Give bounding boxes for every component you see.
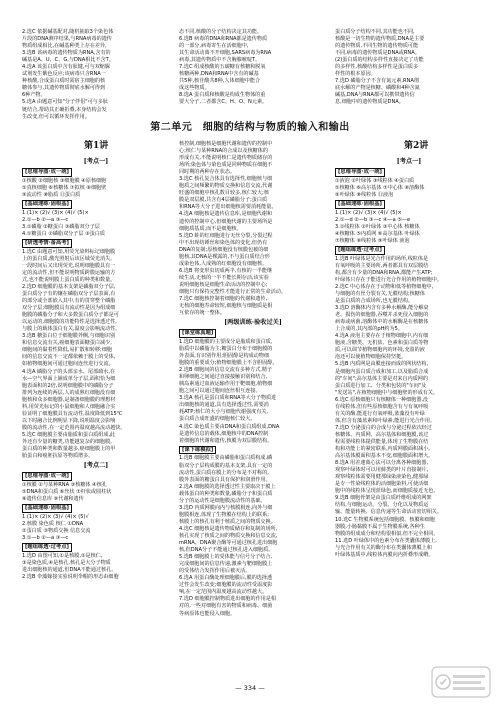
- text-line: 流动性,蛋白质在膜上的分布是不对称的,: [179, 469, 269, 476]
- text-line: 质,可以调节植物细胞内的环境,充盈的液: [335, 347, 425, 354]
- text-line: ④核糖体 ⑤内质网 ⑥高尔基体 叶绿体: [335, 230, 420, 237]
- text-line: 其生命活动离不开细胞,SARS病毒为RNA: [179, 50, 272, 57]
- text-line: "发送站",在植物细胞中与细胞壁的形成有关。: [335, 389, 439, 396]
- subsection-heading: [题组练透·过考点]: [22, 543, 72, 552]
- text-line: 响,在一定范围内温度越高流动性越大。: [179, 589, 268, 596]
- text-line: 与膜上的载体蛋白有关,温度会影响流动性。: [22, 326, 121, 333]
- text-line: 完成细胞间的信息传递,激素与靶细胞膜上: [179, 561, 273, 568]
- top-column-1: [22, 29, 169, 120]
- text-line: 水—空气界面上铺成单分子层,面积恰为细: [22, 375, 116, 382]
- text-line: 分子的运动性是细胞膜流动性的基础。: [179, 497, 266, 504]
- subsection-heading-row: [335, 245, 483, 256]
- text-line: 胞膜的重要成分;植物细胞膜上不含胆固醇。: [179, 360, 278, 367]
- text-line: 3.①—b ②—a ③—c: [22, 535, 69, 541]
- subsection-heading-row: [335, 167, 483, 178]
- text-line: 成这些物质。: [179, 85, 210, 92]
- text-line: 胞核,其DNA是裸露的,不与蛋白质结合形: [179, 253, 270, 260]
- text-line: 和RNA等大分子进出细胞核需要消耗能量。: [179, 204, 277, 211]
- text-line: 观察线粒体需要用健那绿染液染色,健那绿: [335, 474, 429, 481]
- text-line: 器膜,小肠黏膜不属于生物膜系统,各种生: [335, 523, 425, 530]
- text-line: 8.选A 用差速离心法可以分离各种细胞器,: [335, 460, 429, 467]
- text-line: 和信息交流有关,癌细胞表面糖蛋白减少,: [22, 340, 112, 347]
- text-line: ②蛋白质 ③物质交换 信息交流: [22, 527, 91, 534]
- text-line: 如植物细胞间可通过胞间连丝进行交流。: [22, 361, 114, 368]
- text-line: 4.①糖蛋白 ②磷脂双分子层 ③蛋白质: [22, 230, 105, 237]
- text-line: 蛋白质合成旺盛的细胞核仁较大。: [179, 416, 256, 423]
- text-line: 1.(1)× (2)× (3)√ (4)× (5)√: [22, 513, 89, 520]
- text-line: 3.选B 糖蛋白位于细胞膜外侧,与细胞识别: [22, 333, 116, 340]
- text-line: 5.选A 由题意可知"分子伴侣"可与多肽: [22, 99, 108, 106]
- text-line: 6.选B 将变形虫切成两半,有核的一半能继: [179, 267, 273, 274]
- text-line: 验证明了细胞膜具有流动性,温度降低到15℃: [22, 410, 123, 417]
- text-line: 4.选A 细胞核是遗传信息库,是细胞代谢和: [179, 211, 273, 218]
- subsection-heading-row: [22, 542, 170, 553]
- text-line: 遗传的控制中心,但细胞代谢的主要场所是: [179, 218, 273, 225]
- text-line: 泡还可以使植物细胞保持坚挺。: [335, 354, 407, 361]
- text-line: 1.选B 叶绿体是光合作用的场所,线粒体是: [335, 255, 429, 262]
- text-line: ③是染色质,④是核孔,核孔是大分子物质: [22, 559, 111, 566]
- text-line: 以运动的,细胞膜的功能特性是选择透过性,: [22, 319, 117, 326]
- text-line: 试剂发生紫色反应;该病毒只含RNA一: [22, 71, 106, 78]
- text-line: 老、损伤的细胞器,吞噬并杀死侵入细胞的: [335, 312, 429, 319]
- text-line: 是专一性染线粒体的活细胞染料,可使活细: [335, 481, 429, 488]
- text-line: 脂质中以磷脂为主;糖蛋白分布于细胞膜的: [179, 346, 273, 353]
- text-line: 3.①磷脂 ②糖蛋白 ③磷脂双分子层: [22, 223, 100, 230]
- text-line: 4.选A 液泡主要存在于植物细胞中,内有细: [335, 333, 429, 340]
- text-line: 蛋白质进行加工、分类和包装的"车间"及: [335, 382, 427, 389]
- text-line: 碱基,DNA与RNA都可以携带遗传信: [335, 92, 415, 99]
- text-line: 2.①—d ②—b ③—c ④—a ⑤—e: [335, 216, 411, 223]
- text-line: 7.选C 组成核酸的五碳糖有核糖和脱氧: [179, 64, 266, 71]
- text-line: 7.选D 细胞膜控制物质进出细胞的作用是相: [179, 596, 276, 603]
- text-line: 成染色体,人成熟的红细胞没有细胞核。: [179, 260, 268, 267]
- text-line: 核膜上的核孔有利于核质之间的物质交换。: [179, 518, 276, 525]
- text-line: 息,细胞中的遗传物质是DNA。: [335, 99, 404, 106]
- text-line: ⑤核糖体 ⑥高尔基体 ⑦中心体 ⑧溶酶体: [335, 184, 425, 191]
- text-line: ⑧遗传信息库 ⑨代谢和遗传: [22, 496, 84, 503]
- text-line: 有氧呼吸的主要场所,两者都具有双层膜结: [335, 262, 429, 269]
- subsection-heading: [基础速练·固根基]: [22, 200, 72, 209]
- text-line: 核孔实现了核质之间的物质交换和信息交流,: [179, 532, 278, 539]
- text-line: 程需要线粒体提供能量,体现了生物膜在结: [335, 438, 429, 445]
- text-line: 蛋白质的种类和数量越多,癌细胞膜上的甲: [22, 446, 116, 453]
- watermark-logo: [431, 666, 491, 698]
- text-line: 5.选D 蛙的红细胞进行无丝分裂,分裂过程: [179, 232, 273, 239]
- text-line: 同时期的两种存在状态。: [179, 169, 236, 176]
- body-column-1: [22, 156, 170, 678]
- text-line: ①核酸 ②细胞核 ③细胞膜 ④原核细胞: [22, 177, 107, 184]
- text-line: 2.①—b ②—a ③—c: [22, 216, 69, 223]
- text-line: 核酸是一切生物的遗传物质,DNA是主要: [335, 36, 425, 43]
- text-line: 不同,病毒的遗传物质是DNA或RNA。: [335, 50, 420, 57]
- text-line: 胞表面积的2倍,说明细胞膜中的磷脂分子: [22, 382, 114, 389]
- text-line: 有线粒体,但有些原核细胞含有与有氧呼吸: [335, 403, 429, 410]
- text-line: 态不同,核酸的分子结构决定其功能。: [179, 29, 263, 35]
- text-line: 输、能量转换、信息传递等生命活动密切相关。: [335, 509, 442, 516]
- text-line: 核,但DNA分子不能通过核孔进入细胞质。: [179, 547, 274, 554]
- text-line: 糖体参与,其遗传物质彻底水解可得到: [22, 85, 106, 92]
- text-line: 是细胞内蛋白质合成和加工,以及脂质合成: [335, 368, 429, 375]
- text-line: 胰岛素通过血液运输作用于靶细胞,植物细: [179, 381, 273, 388]
- text-line: 病毒,其遗传物质中不含胸腺嘧啶T。: [179, 57, 261, 64]
- text-line: 1.选D 由图可知,①是核膜,②是核仁,: [22, 552, 103, 559]
- text-line: 1.(1)× (2)√ (3)× (4)√ (5)×: [335, 209, 402, 216]
- text-line: 胎蛋白和癌胚抗原等物质增多。: [22, 453, 94, 460]
- text-line: 9.选B 细胞骨架是由蛋白质纤维组成的网架: [335, 495, 432, 502]
- text-line: 以下时融合比例明显下降,说明温度会影响: [22, 417, 116, 424]
- subsection-heading-row: [22, 238, 170, 249]
- text-line: 病毒或病菌,溶酶体中的水解酶是在核糖体: [335, 319, 429, 326]
- text-line: 胞之间可以通过胞间连丝相互连接。: [179, 388, 261, 395]
- text-line: 形成有关,不能说明核仁是遗传物质储存的: [179, 155, 273, 162]
- text-line: 3.选D 溶酶体内含有多种水解酶,能分解衰: [335, 305, 429, 312]
- text-line: 胞膜相连,体现了生物膜在结构上的联系;: [179, 511, 269, 518]
- subsection-heading: [思维导图·成一统]: [335, 168, 385, 177]
- text-line: ⑦核糖体 ⑧线粒体 ⑨叶绿体 液泡: [335, 237, 410, 244]
- text-line: 一段时间后又出现荧光,说明细胞膜具有一: [22, 262, 116, 269]
- text-line: DNA的复制;原核细胞没有核膜包被的细: [179, 246, 269, 253]
- text-line: 互依存的统一整体。: [179, 310, 225, 317]
- text-line: 蛋白质分子结构不同,其功能也不同,: [335, 29, 415, 35]
- text-line: 续生活,无核的一半不能长期存活,该实验: [179, 274, 269, 281]
- subsection-heading-row: [22, 199, 170, 210]
- text-line: 双分子层;细胞膜具有流动性是因为组成细: [22, 305, 116, 312]
- text-line: ⑨叶绿体 ⑩线粒体 ⑪液泡: [335, 191, 394, 198]
- text-line: 外还有少量的糖类,功能越复杂的细胞膜,: [22, 438, 112, 445]
- text-line: 7.选D 磷脂分子不含有氮元素,RNA彻: [335, 78, 419, 85]
- text-line: 有关的酶,能进行有氧呼吸,蓝藻没有叶绿: [335, 410, 425, 417]
- text-line: 叶绿体基质中,线粒体内膜向内折叠形成嵴。: [335, 551, 434, 558]
- text-line: 构,都含有少量的DNA和RNA,都能产生ATP;: [335, 269, 433, 276]
- text-line: 上合成的,其内部的pH约为5。: [335, 326, 403, 333]
- text-line: 3.①线粒体 ②叶绿体 ③中心体 核糖体: [335, 223, 420, 230]
- text-line: 的"车间";高尔基体主要是对来自内质网的: [335, 375, 428, 382]
- text-line: 着细胞的代谢和遗传,核膜为双层膜结构。: [179, 437, 273, 444]
- lesson-1-heading: 第1讲: [84, 141, 109, 151]
- text-line: 是蛋白质的合成场所,也无膜结构。: [335, 298, 414, 305]
- text-line: 6.选C 原核细胞只有核糖体一种细胞器,没: [335, 396, 429, 403]
- subsection-heading: [课下练模拟]: [179, 446, 216, 455]
- text-line: 中不出现纺锤丝和染色体的变化,但仍有: [179, 239, 268, 246]
- text-line: ⑨流动性 ⑩脂质 ⑪蛋白质: [22, 191, 81, 198]
- section-heading: [考点一]: [396, 158, 422, 165]
- text-line: 胞中的线粒体呈现蓝绿色,而细胞质接近无色。: [335, 488, 439, 495]
- lesson-2-heading: 第2讲: [404, 141, 429, 151]
- text-line: 构和功能上的紧密联系,内质网膜面积减小,: [335, 446, 430, 453]
- text-line: 对的,一些对细胞有害的物质和病毒、细菌: [179, 603, 273, 610]
- text-line: 生改变,但可以循环发挥作用。: [22, 113, 90, 120]
- text-line: 体,但含有藻蓝素和叶绿素,能进行光合作用。: [335, 417, 436, 424]
- text-line: 1.选C 由题意可知,用荧光染料标记细胞膜: [22, 248, 116, 255]
- text-line: 10.选C 生物膜系统包括细胞膜、核膜和细胞: [335, 516, 435, 523]
- text-line: 8.选A 蛋白质和核酸是构成生物体的重: [179, 92, 266, 99]
- subsection-heading: [思维导图·成一统]: [22, 472, 72, 481]
- text-line: 胞质之间频繁的物质交换和信息交流,代谢: [179, 183, 273, 190]
- text-line: ⑤真核细胞 ⑥核糖体 ⑦拟核 ⑧细胞壁: [22, 184, 107, 191]
- body-column-2: [179, 141, 327, 678]
- section-heading: [考点二]: [83, 462, 109, 470]
- text-line: 的多样性,核酸结构多样性是蛋白质多: [335, 64, 419, 71]
- text-line: 与光合作用有关的酶分布在类囊体薄膜上和: [335, 544, 432, 551]
- text-line: 耗ATP;核仁的大小与细胞代谢强度有关,: [179, 409, 269, 416]
- text-line: 场所;染色体与染色质是同种物质在细胞不: [179, 162, 273, 169]
- text-line: 1.选D 细胞膜的主要成分是脂质和蛋白质,: [179, 338, 273, 345]
- text-line: 叶绿体只存在于能进行光合作用的植物细胞中。: [335, 276, 442, 283]
- text-line: 的受体结合发挥作用后被灭活。: [179, 568, 251, 575]
- text-line: 2.选C 中心体存在于动物和低等植物细胞中,: [335, 283, 434, 290]
- text-line: 链结合,帮助其正确折叠,本身结构会发: [22, 106, 107, 113]
- text-line: 4.选C 染色质主要由DNA和蛋白质组成,DNA: [179, 423, 280, 430]
- text-line: ①液泡 ②叶绿体 ③线粒体 ④蛋白质: [335, 177, 415, 184]
- text-line: 细胞间的黏着性降低,易扩散和转移;细胞: [22, 347, 112, 354]
- text-line: 碱基是A、U、C、G,与DNA相比不含T。: [22, 57, 114, 64]
- text-line: 3.选D 内质网膜向内与核膜相连,向外与细: [179, 504, 273, 511]
- text-line: 心;核仁与某种RNA的合成以及核糖体的: [179, 148, 268, 155]
- text-line: 要大分子,二者都含C、H、O、N元素。: [179, 99, 268, 106]
- text-line: 3.选A 核孔是蛋白质和RNA等大分子物质进: [179, 395, 277, 402]
- text-line: 观察叶绿体时可以用藓类的叶片直接制片,: [335, 467, 429, 474]
- text-line: 种核酸,合成蛋白质时需宿主细胞的核: [22, 78, 106, 85]
- text-line: 3.选C 核孔复合体具有选择性,细胞核与细: [179, 176, 273, 183]
- body-column-3: [335, 156, 483, 678]
- text-line: 的一部分,病毒寄生在活细胞中,: [179, 43, 249, 50]
- text-line: 底水解的产物是核糖、磷酸和4种含氮: [335, 85, 420, 92]
- subsection-heading-row: [179, 445, 327, 456]
- text-line: 胞核和众多细胞器,是制备细胞膜的理想材: [22, 396, 116, 403]
- top-column-2: [179, 29, 325, 115]
- text-line: 1.(1)× (2)√ (3)× (4)√ (5)×: [22, 209, 89, 216]
- text-line: 核控制,细胞核是细胞代谢和遗传的控制中: [179, 141, 273, 147]
- subsection-heading: [基础速练·固根基]: [335, 200, 385, 209]
- subsection-heading-row: [179, 328, 327, 339]
- text-line: 样性的根本原因。: [335, 71, 376, 78]
- text-line: 胞膜的磷脂分子和大多数蛋白质分子都是可: [22, 312, 119, 319]
- text-line: 4.选A 该蛋白质中含有肽键,可与双缩脲: [22, 64, 110, 71]
- text-line: 无核的细胞寿命较短,细胞核与细胞质是相: [179, 303, 273, 310]
- subsection-heading: [课堂练真题]: [179, 329, 216, 338]
- subsection-heading: [题组练透·过考点]: [335, 246, 385, 255]
- text-line: 6.选B 病毒的DNA和RNA都是遗传物质: [179, 36, 268, 43]
- top-column-3: [335, 29, 481, 115]
- subsection-heading-row: [22, 471, 170, 482]
- text-line: 2.选A 细胞膜的选择透过性主要取决于膜上: [179, 483, 276, 490]
- subsection-heading-row: [22, 167, 170, 178]
- text-line: 5.选B 细胞膜上的受体能与信号分子结合,: [179, 554, 273, 561]
- text-line: 物质组成相比,在碱基种类上存在差异,: [22, 43, 107, 50]
- text-line: 结构,与细胞运动、分裂、分化以及物质运: [335, 502, 429, 509]
- text-line: 2.核膜 染色质 核仁 ①DNA: [22, 520, 84, 527]
- text-line: 式,也不能说明膜上蛋白质的种类和数量。: [22, 276, 116, 283]
- text-line: 6种产物。: [22, 92, 46, 99]
- text-line: 出细胞核的通道,具有选择透过性,需要消: [179, 402, 269, 409]
- text-line: 脂双分子层构成膜的基本支架,具有一定的: [179, 462, 273, 469]
- text-line: 的遗传物质,不同生物的遗传物质可能: [335, 43, 419, 50]
- text-line: 核糖两种,DNA和RNA中含有的碱基: [179, 71, 259, 78]
- text-line: 排列为连续的两层,人的成熟红细胞没有细: [22, 389, 116, 396]
- unit-title: 第二单元 细胞的结构与物质的输入和输出: [150, 122, 350, 133]
- text-line: 1.选B 细胞膜主要由磷脂和蛋白质构成,磷: [179, 455, 273, 462]
- text-line: mRNA、DNA聚合酶等可通过核孔进出细胞: [179, 540, 278, 547]
- text-line: 2.选B 伞藻嫁接实验说明伞帽的形态由细胞: [22, 573, 119, 580]
- subsection-heading: [研透考情·备高考]: [22, 239, 72, 248]
- text-line: 细胞质基质,而不是细胞核。: [179, 225, 242, 232]
- text-line: 过性会发生改变;细胞膜的流动性受温度影: [179, 582, 273, 589]
- text-line: 说明细胞核是细胞生命活动的控制中心;: [179, 281, 268, 288]
- text-line: 膜的流动性,在一定范围内温度越高流动越快。: [22, 424, 126, 431]
- text-line: 核糖体、内质网、高尔基体和细胞膜,该过: [335, 431, 429, 438]
- text-line: 6.选A 用蛋白酶处理细胞膜后,膜的选择透: [179, 575, 273, 582]
- text-line: 是遗传信息的载体,细胞核中的DNA控制: [179, 430, 269, 437]
- text-line: 外表面,有识别作用;胆固醇是构成动物细: [179, 353, 269, 360]
- text-line: 2.选C 依据碱基配对,随机抽取3个染色体: [22, 29, 114, 35]
- text-line: 细胞只有保持完整性才能进行正常的生命活动。: [179, 288, 286, 295]
- subsection-heading-row: [335, 199, 483, 210]
- text-line: 3.选B 该病毒的遗传物质为RNA,含有的: [22, 50, 111, 57]
- text-line: 料,用荧光标记的小鼠细胞和人细胞融合实: [22, 403, 116, 410]
- text-line: 蛋白质分子有的镶在磷脂双分子层表面,有: [22, 291, 116, 297]
- text-line: 间的信息交流不一定都依赖于膜上的受体,: [22, 354, 116, 361]
- text-line: 4.选C 细胞核是遗传物质储存和复制的场所,: [179, 525, 278, 532]
- text-line: ①核膜 ②与某种RNA ③核糖体 ④核孔: [22, 481, 107, 488]
- text-line: 膜是双层膜,共含有4层磷脂分子;蛋白质: [179, 197, 268, 204]
- text-line: 物膜的组成成分和结构很相似,但不完全相同。: [335, 530, 439, 537]
- text-line: ⑤DNA和蛋白质 ⑥丝状 ⑦杆状或圆柱状: [22, 488, 112, 495]
- text-line: 等病原体也能侵入细胞。: [179, 610, 236, 617]
- text-line: 上的蛋白质,激光照射后该区域荧光消失,: [22, 255, 112, 262]
- text-line: 4.选A 磷脂分子的头部亲水、尾部疏水,在: [22, 368, 116, 375]
- text-line: 载体蛋白的种类和数量,磷脂分子和蛋白质: [179, 490, 273, 497]
- text-line: 2.选D 细胞膜的基本支架是磷脂双分子层,: [22, 283, 116, 290]
- text-line: 7.选C 细胞核控制着细胞的代谢和遗传,: [179, 296, 268, 303]
- section-heading: [考点一]: [83, 158, 109, 165]
- section-heading: [两级训练·验收过关]: [224, 319, 282, 327]
- text-line: 高尔基体膜面积基本不变,细胞膜面积增大。: [335, 453, 434, 460]
- text-line: 共5种,核苷酸共8种,人体细胞中能合: [179, 78, 261, 85]
- subsection-heading: [基础速练·固根基]: [22, 504, 72, 513]
- text-line: 5.选B 内质网是由膜连接而成的网状结构,: [335, 361, 429, 368]
- text-line: 5.选C 细胞膜主要由脂质和蛋白质组成,此: [22, 431, 116, 438]
- text-line: 膜外表面的糖蛋白具有保护和润滑作用。: [179, 476, 271, 483]
- text-line: 和卵细胞之间通过直接接触识别和结合,: [179, 374, 268, 381]
- page-number: — 334 —: [235, 684, 265, 692]
- text-line: 旺盛的细胞中核孔数目较多,核仁较大;核: [179, 190, 269, 197]
- text-line: 定的流动性,但不能说明物质跨膜运输的方: [22, 269, 116, 276]
- text-line: 2.选B 细胞间的信息交流有多种方式,精子: [179, 367, 273, 374]
- text-line: 片段的DNA测序结果,与RNA病毒的遗传: [22, 36, 112, 43]
- subsection-heading: [思维导图·成一统]: [22, 168, 72, 177]
- text-line: (2)蛋白质的结构多样性直接决定了功能: [335, 57, 424, 64]
- text-line: 胞液,含糖类、无机盐、色素和蛋白质等物: [335, 340, 429, 347]
- text-line: 与细胞的有丝分裂有关,无膜结构;核糖体: [335, 291, 425, 297]
- text-line: 进出细胞核的通道,但DNA不能通过核孔。: [22, 566, 117, 573]
- text-line: 的部分或全部嵌入其中,有的贯穿整个磷脂: [22, 298, 116, 305]
- subsection-heading-row: [22, 503, 170, 514]
- text-line: 11.选D 叶绿体中的色素分布在类囊体薄膜上,: [335, 537, 437, 544]
- text-line: 7.选D 分泌蛋白的合成与分泌过程依次经过: [335, 424, 432, 431]
